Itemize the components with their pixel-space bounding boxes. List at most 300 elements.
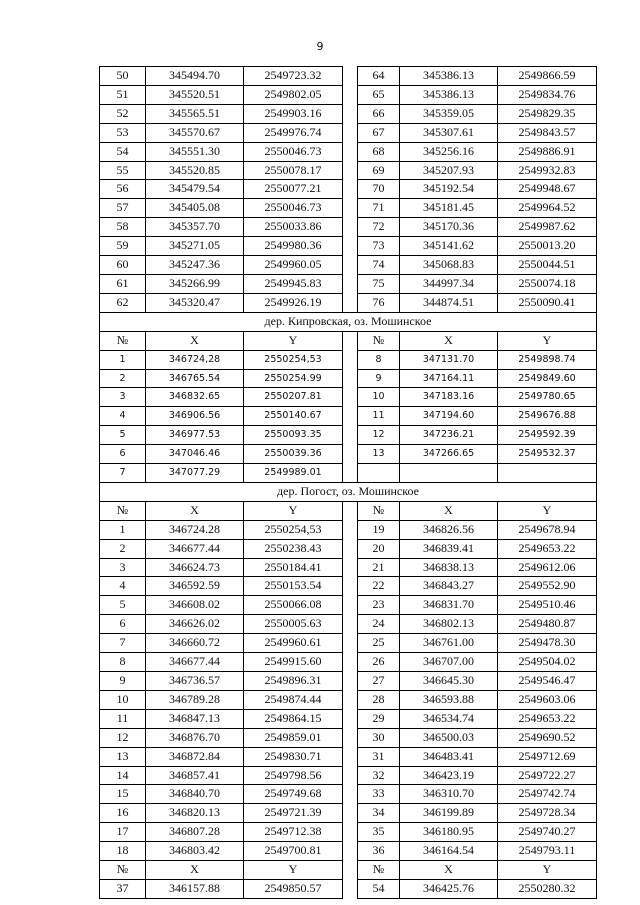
x-coordinate: 346840.70: [146, 785, 244, 804]
x-coordinate: 346534.74: [400, 709, 498, 728]
x-coordinate: 346838.13: [400, 558, 498, 577]
point-number: 22: [358, 577, 400, 596]
y-coordinate: 2550207.81: [244, 388, 343, 407]
column-gap: [343, 350, 358, 369]
y-coordinate: 2549712.69: [498, 747, 597, 766]
point-number: 26: [358, 653, 400, 672]
table-row: [100, 842, 597, 861]
y-coordinate: 2549592.39: [498, 426, 597, 445]
column-gap: [343, 690, 358, 709]
column-gap: [343, 331, 358, 350]
x-coordinate: 346761.00: [400, 634, 498, 653]
x-coordinate: 347164.11: [400, 369, 498, 388]
section-title: дер. Погост, оз. Мошинское: [100, 482, 597, 501]
table-row: [100, 709, 597, 728]
x-coordinate: 345141.62: [400, 237, 498, 256]
column-gap: [343, 501, 358, 520]
x-coordinate: 347077.29: [146, 464, 244, 483]
x-coordinate: 345307.61: [400, 123, 498, 142]
y-coordinate: 2549859.01: [244, 728, 343, 747]
column-gap: [343, 464, 358, 483]
column-header: Y: [244, 861, 343, 880]
y-coordinate: 2549932.83: [498, 161, 597, 180]
y-coordinate: 2549546.47: [498, 672, 597, 691]
y-coordinate: 2550077.21: [244, 180, 343, 199]
x-coordinate: 346626.02: [146, 615, 244, 634]
y-coordinate: 2550254,53: [244, 520, 343, 539]
point-number: 7: [100, 634, 146, 653]
column-gap: [343, 747, 358, 766]
column-header: Y: [498, 501, 597, 520]
point-number: 29: [358, 709, 400, 728]
point-number: 16: [100, 804, 146, 823]
column-header: №: [358, 861, 400, 880]
y-coordinate: 2549510.46: [498, 596, 597, 615]
point-number: 56: [100, 180, 146, 199]
y-coordinate: 2549960.61: [244, 634, 343, 653]
column-header: X: [400, 331, 498, 350]
table-row: [100, 672, 597, 691]
y-coordinate: 2549603.06: [498, 690, 597, 709]
point-number: 7: [100, 464, 146, 483]
point-number: 2: [100, 369, 146, 388]
point-number: 72: [358, 218, 400, 237]
x-coordinate: 346199.89: [400, 804, 498, 823]
y-coordinate: 2549749.68: [244, 785, 343, 804]
column-gap: [343, 199, 358, 218]
point-number: 11: [358, 407, 400, 426]
point-number: 70: [358, 180, 400, 199]
x-coordinate: 345570.67: [146, 123, 244, 142]
point-number: 5: [100, 426, 146, 445]
y-coordinate: 2549989.01: [244, 464, 343, 483]
point-number: 66: [358, 104, 400, 123]
column-gap: [343, 785, 358, 804]
x-coordinate: 345386.13: [400, 67, 498, 86]
y-coordinate: 2549866.59: [498, 67, 597, 86]
x-coordinate: 345266.99: [146, 274, 244, 293]
table-row: [100, 577, 597, 596]
x-coordinate: 346310.70: [400, 785, 498, 804]
page-number: 9: [316, 40, 324, 53]
y-coordinate: 2549780.65: [498, 388, 597, 407]
column-gap: [343, 426, 358, 445]
point-number: 68: [358, 142, 400, 161]
x-coordinate: 346677.44: [146, 539, 244, 558]
x-coordinate: 346500.03: [400, 728, 498, 747]
y-coordinate: 2549864.15: [244, 709, 343, 728]
column-header: Y: [498, 331, 597, 350]
x-coordinate: 346803.42: [146, 842, 244, 861]
y-coordinate: 2550044.51: [498, 256, 597, 275]
point-number: 32: [358, 766, 400, 785]
x-coordinate: 345256.16: [400, 142, 498, 161]
point-number: 12: [358, 426, 400, 445]
point-number: [358, 464, 400, 483]
table-row: [100, 445, 597, 464]
x-coordinate: 345181.45: [400, 199, 498, 218]
y-coordinate: 2549874.44: [244, 690, 343, 709]
y-coordinate: [498, 464, 597, 483]
column-gap: [343, 558, 358, 577]
y-coordinate: 2549850.57: [244, 879, 343, 898]
column-gap: [343, 180, 358, 199]
table-row: [100, 369, 597, 388]
y-coordinate: 2549653.22: [498, 539, 597, 558]
point-number: 34: [358, 804, 400, 823]
x-coordinate: 346593.88: [400, 690, 498, 709]
column-gap: [343, 293, 358, 312]
point-number: 52: [100, 104, 146, 123]
y-coordinate: 2549886.91: [498, 142, 597, 161]
x-coordinate: 345192.54: [400, 180, 498, 199]
x-coordinate: 346423.19: [400, 766, 498, 785]
column-header: №: [100, 501, 146, 520]
x-coordinate: 345565.51: [146, 104, 244, 123]
table-row: [100, 558, 597, 577]
column-gap: [343, 407, 358, 426]
y-coordinate: 2549798.56: [244, 766, 343, 785]
x-coordinate: 346820.13: [146, 804, 244, 823]
table-row: [100, 823, 597, 842]
column-gap: [343, 161, 358, 180]
point-number: 21: [358, 558, 400, 577]
x-coordinate: 347236.21: [400, 426, 498, 445]
column-header: X: [400, 501, 498, 520]
table-row: [100, 161, 597, 180]
y-coordinate: 2549898.74: [498, 350, 597, 369]
y-coordinate: 2549552.90: [498, 577, 597, 596]
x-coordinate: 346157.88: [146, 879, 244, 898]
column-gap: [343, 672, 358, 691]
column-gap: [343, 634, 358, 653]
x-coordinate: 346839.41: [400, 539, 498, 558]
x-coordinate: 346592.59: [146, 577, 244, 596]
y-coordinate: 2549948.67: [498, 180, 597, 199]
x-coordinate: 344997.34: [400, 274, 498, 293]
table-row: [100, 123, 597, 142]
y-coordinate: 2549849.60: [498, 369, 597, 388]
point-number: 1: [100, 520, 146, 539]
point-number: 58: [100, 218, 146, 237]
column-gap: [343, 142, 358, 161]
x-coordinate: 346807.28: [146, 823, 244, 842]
x-coordinate: 345247.36: [146, 256, 244, 275]
y-coordinate: 2550153.54: [244, 577, 343, 596]
point-number: 76: [358, 293, 400, 312]
x-coordinate: 346765.54: [146, 369, 244, 388]
point-number: 9: [358, 369, 400, 388]
point-number: 12: [100, 728, 146, 747]
point-number: 25: [358, 634, 400, 653]
x-coordinate: 345068.83: [400, 256, 498, 275]
point-number: 1: [100, 350, 146, 369]
table-row: [100, 293, 597, 312]
x-coordinate: 345520.85: [146, 161, 244, 180]
point-number: 18: [100, 842, 146, 861]
point-number: 55: [100, 161, 146, 180]
column-gap: [343, 842, 358, 861]
section-title: дер. Кипровская, оз. Мошинское: [100, 312, 597, 331]
table-row: [100, 804, 597, 823]
column-gap: [343, 85, 358, 104]
point-number: 3: [100, 558, 146, 577]
x-coordinate: 345320.47: [146, 293, 244, 312]
table-row: [100, 104, 597, 123]
column-gap: [343, 539, 358, 558]
column-header: №: [100, 861, 146, 880]
table-header-row: [100, 861, 597, 880]
y-coordinate: 2550074.18: [498, 274, 597, 293]
x-coordinate: 346857.41: [146, 766, 244, 785]
x-coordinate: 345551.30: [146, 142, 244, 161]
point-number: 14: [100, 766, 146, 785]
column-gap: [343, 709, 358, 728]
y-coordinate: 2549964.52: [498, 199, 597, 218]
column-gap: [343, 823, 358, 842]
y-coordinate: 2550238.43: [244, 539, 343, 558]
x-coordinate: 346724,28: [146, 350, 244, 369]
point-number: 71: [358, 199, 400, 218]
x-coordinate: 345357.70: [146, 218, 244, 237]
table-row: [100, 218, 597, 237]
x-coordinate: 346736.57: [146, 672, 244, 691]
x-coordinate: 347194.60: [400, 407, 498, 426]
column-gap: [343, 237, 358, 256]
y-coordinate: 2549712.38: [244, 823, 343, 842]
point-number: 24: [358, 615, 400, 634]
column-gap: [343, 596, 358, 615]
x-coordinate: 347183.16: [400, 388, 498, 407]
table-row: [100, 690, 597, 709]
y-coordinate: 2549830.71: [244, 747, 343, 766]
column-gap: [343, 804, 358, 823]
x-coordinate: 346608.02: [146, 596, 244, 615]
table-row: [100, 256, 597, 275]
point-number: 62: [100, 293, 146, 312]
point-number: 6: [100, 445, 146, 464]
x-coordinate: 345479.54: [146, 180, 244, 199]
x-coordinate: 346789.28: [146, 690, 244, 709]
y-coordinate: 2549504.02: [498, 653, 597, 672]
table-header-row: [100, 331, 597, 350]
x-coordinate: 346847.13: [146, 709, 244, 728]
x-coordinate: 346483.41: [400, 747, 498, 766]
y-coordinate: 2549802.05: [244, 85, 343, 104]
x-coordinate: 346832.65: [146, 388, 244, 407]
column-gap: [343, 653, 358, 672]
y-coordinate: 2549793.11: [498, 842, 597, 861]
column-header: X: [146, 861, 244, 880]
y-coordinate: 2549676.88: [498, 407, 597, 426]
y-coordinate: 2549700.81: [244, 842, 343, 861]
x-coordinate: 346624.73: [146, 558, 244, 577]
column-gap: [343, 766, 358, 785]
x-coordinate: 346660.72: [146, 634, 244, 653]
point-number: 13: [100, 747, 146, 766]
y-coordinate: 2550039.36: [244, 445, 343, 464]
point-number: 4: [100, 407, 146, 426]
y-coordinate: 2549722.27: [498, 766, 597, 785]
x-coordinate: 346876.70: [146, 728, 244, 747]
table-row: [100, 407, 597, 426]
point-number: 65: [358, 85, 400, 104]
y-coordinate: 2549723.32: [244, 67, 343, 86]
y-coordinate: 2550046.73: [244, 142, 343, 161]
table-row: [100, 142, 597, 161]
column-gap: [343, 615, 358, 634]
point-number: 5: [100, 596, 146, 615]
x-coordinate: 345386.13: [400, 85, 498, 104]
x-coordinate: 346906.56: [146, 407, 244, 426]
table-row: [100, 85, 597, 104]
table-row: [100, 879, 597, 898]
point-number: 64: [358, 67, 400, 86]
x-coordinate: 346707.00: [400, 653, 498, 672]
point-number: 67: [358, 123, 400, 142]
table-row: [100, 747, 597, 766]
x-coordinate: 346831.70: [400, 596, 498, 615]
x-coordinate: 345494.70: [146, 67, 244, 86]
point-number: 3: [100, 388, 146, 407]
column-header: Y: [244, 501, 343, 520]
point-number: 60: [100, 256, 146, 275]
column-gap: [343, 728, 358, 747]
x-coordinate: 346977.53: [146, 426, 244, 445]
column-gap: [343, 445, 358, 464]
point-number: 57: [100, 199, 146, 218]
x-coordinate: 346425.76: [400, 879, 498, 898]
point-number: 61: [100, 274, 146, 293]
coordinates-table: [99, 66, 597, 899]
y-coordinate: 2550090.41: [498, 293, 597, 312]
y-coordinate: 2550140.67: [244, 407, 343, 426]
table-row: [100, 180, 597, 199]
point-number: 17: [100, 823, 146, 842]
y-coordinate: 2550254.99: [244, 369, 343, 388]
x-coordinate: 347266.65: [400, 445, 498, 464]
table-row: [100, 520, 597, 539]
point-number: 69: [358, 161, 400, 180]
y-coordinate: 2549740.27: [498, 823, 597, 842]
y-coordinate: 2549834.76: [498, 85, 597, 104]
y-coordinate: 2549721.39: [244, 804, 343, 823]
x-coordinate: 346164.54: [400, 842, 498, 861]
y-coordinate: 2549653.22: [498, 709, 597, 728]
point-number: 75: [358, 274, 400, 293]
y-coordinate: 2549945.83: [244, 274, 343, 293]
y-coordinate: 2549987.62: [498, 218, 597, 237]
column-gap: [343, 218, 358, 237]
point-number: 54: [358, 879, 400, 898]
y-coordinate: 2550033.86: [244, 218, 343, 237]
y-coordinate: 2549903.16: [244, 104, 343, 123]
point-number: 23: [358, 596, 400, 615]
table-row: [100, 728, 597, 747]
table-row: [100, 615, 597, 634]
y-coordinate: 2550184.41: [244, 558, 343, 577]
column-gap: [343, 67, 358, 86]
y-coordinate: 2549612.06: [498, 558, 597, 577]
y-coordinate: 2549960.05: [244, 256, 343, 275]
table-row: [100, 785, 597, 804]
column-header: X: [146, 501, 244, 520]
x-coordinate: 346826.56: [400, 520, 498, 539]
x-coordinate: 345520.51: [146, 85, 244, 104]
y-coordinate: 2549843.57: [498, 123, 597, 142]
point-number: 74: [358, 256, 400, 275]
y-coordinate: 2550046.73: [244, 199, 343, 218]
point-number: 73: [358, 237, 400, 256]
table-header-row: [100, 501, 597, 520]
y-coordinate: 2549980.36: [244, 237, 343, 256]
point-number: 51: [100, 85, 146, 104]
point-number: 50: [100, 67, 146, 86]
table-row: [100, 388, 597, 407]
point-number: 9: [100, 672, 146, 691]
section-title-row: [100, 482, 597, 501]
column-gap: [343, 879, 358, 898]
section-title-row: [100, 312, 597, 331]
point-number: 30: [358, 728, 400, 747]
point-number: 28: [358, 690, 400, 709]
table-row: [100, 653, 597, 672]
x-coordinate: 346180.95: [400, 823, 498, 842]
y-coordinate: 2549480.87: [498, 615, 597, 634]
point-number: 31: [358, 747, 400, 766]
x-coordinate: 346645.30: [400, 672, 498, 691]
point-number: 10: [100, 690, 146, 709]
x-coordinate: 346843.27: [400, 577, 498, 596]
x-coordinate: 345271.05: [146, 237, 244, 256]
column-gap: [343, 388, 358, 407]
column-header: №: [358, 501, 400, 520]
x-coordinate: 346872.84: [146, 747, 244, 766]
column-gap: [343, 256, 358, 275]
column-header: Y: [244, 331, 343, 350]
x-coordinate: 345405.08: [146, 199, 244, 218]
table-row: [100, 539, 597, 558]
y-coordinate: 2549532.37: [498, 445, 597, 464]
column-header: №: [358, 331, 400, 350]
table-row: [100, 426, 597, 445]
y-coordinate: 2550078.17: [244, 161, 343, 180]
table-row: [100, 464, 597, 483]
y-coordinate: 2549678.94: [498, 520, 597, 539]
y-coordinate: 2549728.34: [498, 804, 597, 823]
point-number: 19: [358, 520, 400, 539]
point-number: 36: [358, 842, 400, 861]
y-coordinate: 2550013.20: [498, 237, 597, 256]
y-coordinate: 2549896.31: [244, 672, 343, 691]
point-number: 2: [100, 539, 146, 558]
point-number: 59: [100, 237, 146, 256]
x-coordinate: [400, 464, 498, 483]
y-coordinate: 2549926.19: [244, 293, 343, 312]
y-coordinate: 2550093.35: [244, 426, 343, 445]
point-number: 37: [100, 879, 146, 898]
column-gap: [343, 123, 358, 142]
y-coordinate: 2550066.08: [244, 596, 343, 615]
y-coordinate: 2550254,53: [244, 350, 343, 369]
x-coordinate: 344874.51: [400, 293, 498, 312]
table-row: [100, 350, 597, 369]
x-coordinate: 346724.28: [146, 520, 244, 539]
column-header: №: [100, 331, 146, 350]
y-coordinate: 2550280.32: [498, 879, 597, 898]
x-coordinate: 347131.70: [400, 350, 498, 369]
point-number: 54: [100, 142, 146, 161]
